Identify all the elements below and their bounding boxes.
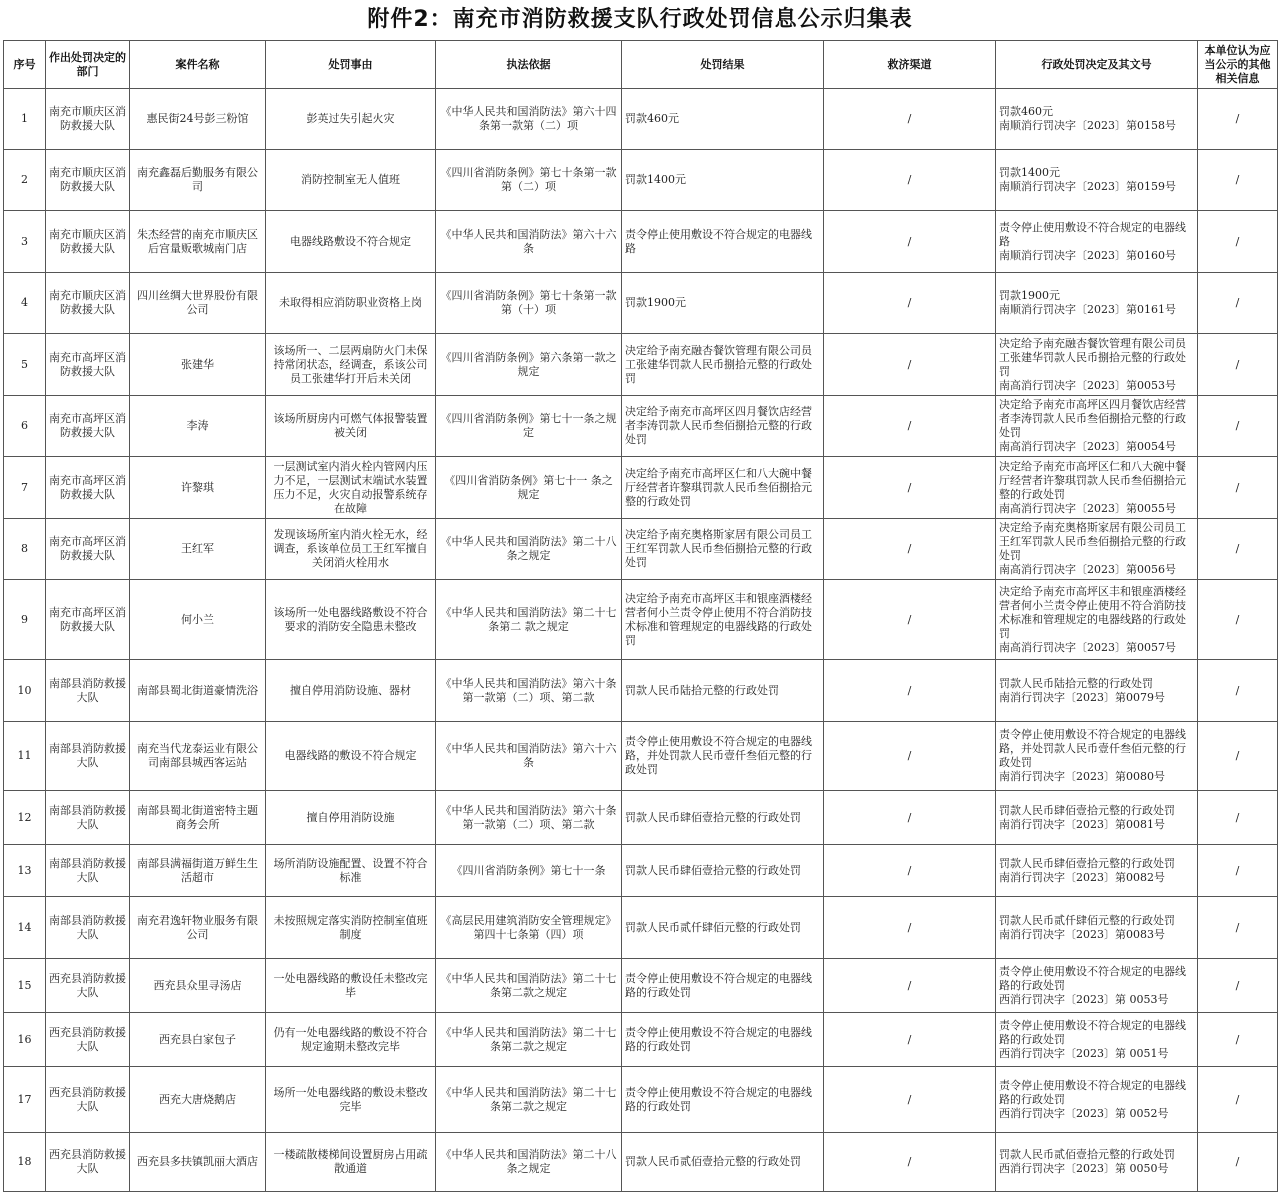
table-row: [4, 1067, 1278, 1133]
row-department: 南充市高坪区消防救援大队: [46, 519, 130, 580]
row-department: 南部县消防救援大队: [46, 791, 130, 845]
table-row: [4, 1133, 1278, 1192]
row-remedy-channel: /: [824, 722, 996, 791]
row-number: 16: [4, 1013, 46, 1067]
row-reason: 该场所一、二层两扇防火门未保 持常闭状态，经调查，系该公司员工张建华打开后未关闭: [266, 334, 436, 396]
row-penalty-result: 决定给予南充市高坪区四月餐饮店经营者李涛罚款人民币叁佰捌拾元整的行政处罚: [622, 396, 824, 457]
row-other-info: /: [1198, 334, 1278, 396]
row-number: 5: [4, 334, 46, 396]
table-row: [4, 273, 1278, 334]
row-legal-basis: 《四川省消防条例》第六条第一款之规定: [436, 334, 622, 396]
row-other-info: /: [1198, 519, 1278, 580]
header-dept: 作出处罚决定的部门: [46, 41, 130, 89]
table-row: [4, 845, 1278, 897]
penalty-table: [3, 40, 1278, 1192]
row-remedy-channel: /: [824, 959, 996, 1013]
row-decision-number: 罚款人民币陆拾元整的行政处罚 南消行罚决字〔2023〕第0079号: [996, 660, 1198, 722]
row-penalty-result: 责令停止使用敷设不符合规定的电器线路的行政处罚: [622, 1067, 824, 1133]
row-legal-basis: 《中华人民共和国消防法》第二十八条之规定: [436, 1133, 622, 1192]
row-department: 西充县消防救援大队: [46, 1067, 130, 1133]
row-decision-number: 责令停止使用敷设不符合规定的电器线路的行政处罚 西消行罚决字〔2023〕第 0052号: [996, 1067, 1198, 1133]
row-department: 南充市高坪区消防救援大队: [46, 396, 130, 457]
row-number: 11: [4, 722, 46, 791]
row-penalty-result: 决定给予南充市高坪区仁和八大碗中餐厅经营者许黎琪罚款人民币叁佰捌拾元整的行政处罚: [622, 457, 824, 519]
row-other-info: /: [1198, 273, 1278, 334]
row-number: 2: [4, 150, 46, 211]
row-legal-basis: 《中华人民共和国消防法》第二十七条第二款之规定: [436, 1013, 622, 1067]
row-department: 南部县消防救援大队: [46, 845, 130, 897]
header-result: 处罚结果: [622, 41, 824, 89]
row-department: 南部县消防救援大队: [46, 722, 130, 791]
row-department: 南充市顺庆区消防救援大队: [46, 89, 130, 150]
row-penalty-result: 责令停止使用敷设不符合规定的电器线路的行政处罚: [622, 959, 824, 1013]
header-reason: 处罚事由: [266, 41, 436, 89]
table-row: [4, 722, 1278, 791]
table-row: [4, 580, 1278, 660]
row-decision-number: 决定给予南充融杏餐饮管理有限公司员工张建华罚款人民币捌拾元整的行政处罚 南高消行罚决字〔2023〕第0053号: [996, 334, 1198, 396]
row-penalty-result: 罚款人民币肆佰壹拾元整的行政处罚: [622, 791, 824, 845]
row-case-name: 南充鑫磊后勤服务有限公司: [130, 150, 266, 211]
row-penalty-result: 决定给予南充市高坪区丰和银座酒楼经营者何小兰责令停止使用不符合消防技术标准和管理规定的电器线路的行政处罚: [622, 580, 824, 660]
row-remedy-channel: /: [824, 791, 996, 845]
row-remedy-channel: /: [824, 211, 996, 273]
row-other-info: /: [1198, 580, 1278, 660]
row-number: 8: [4, 519, 46, 580]
header-remedy: 救济渠道: [824, 41, 996, 89]
row-legal-basis: 《中华人民共和国消防法》第二十七条第二款之规定: [436, 1067, 622, 1133]
row-decision-number: 决定给予南充奥格斯家居有限公司员工王红军罚款人民币叁佰捌拾元整的行政处罚 南高消行罚决字〔2023〕第0056号: [996, 519, 1198, 580]
row-reason: 未按照规定落实消防控制室值班制度: [266, 897, 436, 959]
row-legal-basis: 《四川省消防条例》第七十一条之规定: [436, 396, 622, 457]
row-number: 3: [4, 211, 46, 273]
row-remedy-channel: /: [824, 845, 996, 897]
row-other-info: /: [1198, 150, 1278, 211]
row-case-name: 南部县蜀北街道密特主题商务会所: [130, 791, 266, 845]
row-remedy-channel: /: [824, 1013, 996, 1067]
row-department: 西充县消防救援大队: [46, 1013, 130, 1067]
row-case-name: 何小兰: [130, 580, 266, 660]
row-decision-number: 责令停止使用敷设不符合规定的电器线路，并处罚款人民币壹仟叁佰元整的行政处罚 南消行罚决字〔2023〕第0080号: [996, 722, 1198, 791]
row-number: 13: [4, 845, 46, 897]
row-penalty-result: 罚款人民币贰仟肆佰元整的行政处罚: [622, 897, 824, 959]
row-legal-basis: 《中华人民共和国消防法》第二十七条第二款之规定: [436, 959, 622, 1013]
row-penalty-result: 责令停止使用敷设不符合规定的电器线路的行政处罚: [622, 1013, 824, 1067]
row-reason: 电器线路敷设不符合规定: [266, 211, 436, 273]
row-department: 西充县消防救援大队: [46, 959, 130, 1013]
row-case-name: 西充县多扶镇凯丽大酒店: [130, 1133, 266, 1192]
row-penalty-result: 罚款1900元: [622, 273, 824, 334]
table-row: [4, 457, 1278, 519]
row-other-info: /: [1198, 845, 1278, 897]
row-number: 10: [4, 660, 46, 722]
row-remedy-channel: /: [824, 396, 996, 457]
row-decision-number: 罚款1400元 南顺消行罚决字〔2023〕第0159号: [996, 150, 1198, 211]
row-number: 12: [4, 791, 46, 845]
row-penalty-result: 决定给予南充融杏餐饮管理有限公司员工张建华罚款人民币捌拾元整的行政处罚: [622, 334, 824, 396]
row-reason: 场所一处电器线路的敷设未整改完毕: [266, 1067, 436, 1133]
row-remedy-channel: /: [824, 660, 996, 722]
row-reason: 彭英过失引起火灾: [266, 89, 436, 150]
row-other-info: /: [1198, 791, 1278, 845]
row-decision-number: 决定给予南充市高坪区丰和银座酒楼经营者何小兰责令停止使用不符合消防技术标准和管理规定的电器线路的行政处罚 南高消行罚决字〔2023〕第0057号: [996, 580, 1198, 660]
row-number: 4: [4, 273, 46, 334]
row-legal-basis: 《中华人民共和国消防法》第六十六条: [436, 722, 622, 791]
row-reason: 未取得相应消防职业资格上岗: [266, 273, 436, 334]
row-case-name: 王红军: [130, 519, 266, 580]
row-reason: 场所消防设施配置、设置不符合标准: [266, 845, 436, 897]
row-case-name: 朱杰经营的南充市顺庆区后宫量贩歌城南门店: [130, 211, 266, 273]
row-decision-number: 责令停止使用敷设不符合规定的电器线路的行政处罚 西消行罚决字〔2023〕第 0051号: [996, 1013, 1198, 1067]
row-other-info: /: [1198, 959, 1278, 1013]
table-row: [4, 791, 1278, 845]
row-reason: 电器线路的敷设不符合规定: [266, 722, 436, 791]
row-penalty-result: 罚款1400元: [622, 150, 824, 211]
row-other-info: /: [1198, 660, 1278, 722]
row-reason: 发现该场所室内消火栓无水，经调查，系该单位员工王红军擅自关闭消火栓用水: [266, 519, 436, 580]
row-reason: 擅自停用消防设施、器材: [266, 660, 436, 722]
row-department: 南充市顺庆区消防救援大队: [46, 211, 130, 273]
row-case-name: 西充县众里寻汤店: [130, 959, 266, 1013]
row-case-name: 许黎琪: [130, 457, 266, 519]
row-other-info: /: [1198, 1133, 1278, 1192]
row-other-info: /: [1198, 396, 1278, 457]
row-department: 南部县消防救援大队: [46, 897, 130, 959]
row-other-info: /: [1198, 211, 1278, 273]
row-decision-number: 罚款人民币肆佰壹拾元整的行政处罚 南消行罚决字〔2023〕第0082号: [996, 845, 1198, 897]
row-penalty-result: 罚款人民币陆拾元整的行政处罚: [622, 660, 824, 722]
row-decision-number: 罚款人民币肆佰壹拾元整的行政处罚 南消行罚决字〔2023〕第0081号: [996, 791, 1198, 845]
row-decision-number: 罚款人民币贰佰壹拾元整的行政处罚 西消行罚决字〔2023〕第 0050号: [996, 1133, 1198, 1192]
row-remedy-channel: /: [824, 150, 996, 211]
row-number: 15: [4, 959, 46, 1013]
table-row: [4, 660, 1278, 722]
row-penalty-result: 责令停止使用敷设不符合规定的电器线路: [622, 211, 824, 273]
row-number: 6: [4, 396, 46, 457]
row-case-name: 南部县蜀北街道豪情洗浴: [130, 660, 266, 722]
table-row: [4, 211, 1278, 273]
row-penalty-result: 罚款460元: [622, 89, 824, 150]
row-reason: 一处电器线路的敷设任未整改完毕: [266, 959, 436, 1013]
row-department: 南充市高坪区消防救援大队: [46, 334, 130, 396]
page-title: 附件2：南充市消防救援支队行政处罚信息公示归集表: [367, 7, 913, 32]
row-remedy-channel: /: [824, 89, 996, 150]
row-case-name: 惠民街24号彭三粉馆: [130, 89, 266, 150]
row-other-info: /: [1198, 722, 1278, 791]
row-department: 南部县消防救援大队: [46, 660, 130, 722]
row-number: 14: [4, 897, 46, 959]
row-other-info: /: [1198, 89, 1278, 150]
row-department: 南充市高坪区消防救援大队: [46, 580, 130, 660]
table-row: [4, 334, 1278, 396]
row-legal-basis: 《中华人民共和国消防法》第六十条第一款第（二）项、第二款: [436, 660, 622, 722]
row-other-info: /: [1198, 1013, 1278, 1067]
row-number: 17: [4, 1067, 46, 1133]
row-case-name: 南充君逸轩物业服务有限公司: [130, 897, 266, 959]
row-department: 西充县消防救援大队: [46, 1133, 130, 1192]
row-penalty-result: 罚款人民币肆佰壹拾元整的行政处罚: [622, 845, 824, 897]
table-row: [4, 150, 1278, 211]
table-row: [4, 396, 1278, 457]
row-remedy-channel: /: [824, 580, 996, 660]
row-reason: 该场所一处电器线路敷设不符合要求的消防安全隐患未整改: [266, 580, 436, 660]
header-case: 案件名称: [130, 41, 266, 89]
row-penalty-result: 责令停止使用敷设不符合规定的电器线路，并处罚款人民币壹仟叁佰元整的行政处罚: [622, 722, 824, 791]
row-number: 18: [4, 1133, 46, 1192]
table-row: [4, 959, 1278, 1013]
row-reason: 仍有一处电器线路的敷设不符合规定逾期未整改完毕: [266, 1013, 436, 1067]
row-other-info: /: [1198, 1067, 1278, 1133]
row-legal-basis: 《四川省消防条例》第七十一 条之规定: [436, 457, 622, 519]
row-case-name: 李涛: [130, 396, 266, 457]
row-decision-number: 决定给予南充市高坪区仁和八大碗中餐厅经营者许黎琪罚款人民币叁佰捌拾元整的行政处罚 南高消行罚决字〔2023〕第0055号: [996, 457, 1198, 519]
row-penalty-result: 罚款人民币贰佰壹拾元整的行政处罚: [622, 1133, 824, 1192]
row-remedy-channel: /: [824, 273, 996, 334]
table-row: [4, 897, 1278, 959]
table-row: [4, 89, 1278, 150]
row-legal-basis: 《中华人民共和国消防法》第六十六条: [436, 211, 622, 273]
row-case-name: 南充当代龙泰运业有限公司南部县城西客运站: [130, 722, 266, 791]
row-penalty-result: 决定给予南充奥格斯家居有限公司员工王红军罚款人民币叁佰捌拾元整的行政处罚: [622, 519, 824, 580]
row-decision-number: 罚款人民币贰仟肆佰元整的行政处罚 南消行罚决字〔2023〕第0083号: [996, 897, 1198, 959]
table-row: [4, 1013, 1278, 1067]
row-legal-basis: 《中华人民共和国消防法》第六十四条第一款第（二）项: [436, 89, 622, 150]
row-reason: 消防控制室无人值班: [266, 150, 436, 211]
row-remedy-channel: /: [824, 519, 996, 580]
row-decision-number: 决定给予南充市高坪区四月餐饮店经营者李涛罚款人民币叁佰捌拾元整的行政处罚 南高消行罚决字〔2023〕第0054号: [996, 396, 1198, 457]
row-case-name: 西充大唐烧鹅店: [130, 1067, 266, 1133]
row-decision-number: 罚款460元 南顺消行罚决字〔2023〕第0158号: [996, 89, 1198, 150]
row-other-info: /: [1198, 457, 1278, 519]
row-department: 南充市高坪区消防救援大队: [46, 457, 130, 519]
row-remedy-channel: /: [824, 334, 996, 396]
row-legal-basis: 《四川省消防条例》第七十条第一款第（十）项: [436, 273, 622, 334]
row-case-name: 张建华: [130, 334, 266, 396]
table-row: [4, 519, 1278, 580]
row-number: 1: [4, 89, 46, 150]
row-reason: 一楼疏散楼梯间设置厨房占用疏散通道: [266, 1133, 436, 1192]
row-legal-basis: 《四川省消防条例》第七十一条: [436, 845, 622, 897]
header-basis: 执法依据: [436, 41, 622, 89]
row-department: 南充市顺庆区消防救援大队: [46, 150, 130, 211]
row-number: 7: [4, 457, 46, 519]
row-reason: 一层测试室内消火栓内管网内压力不足，一层测试末端试水装置压力不足，火灾自动报警系统存在故障: [266, 457, 436, 519]
row-number: 9: [4, 580, 46, 660]
header-decision: 行政处罚决定及其文号: [996, 41, 1198, 89]
row-reason: 擅自停用消防设施: [266, 791, 436, 845]
header-other: 本单位认为应当公示的其他相关信息: [1198, 41, 1278, 89]
row-legal-basis: 《中华人民共和国消防法》第六十条第一款第（二）项、第二款: [436, 791, 622, 845]
header-no: 序号: [4, 41, 46, 89]
row-reason: 该场所厨房内可燃气体报警装置被关闭: [266, 396, 436, 457]
table-header-row: [4, 41, 1278, 89]
row-legal-basis: 《中华人民共和国消防法》第二十八条之规定: [436, 519, 622, 580]
row-decision-number: 罚款1900元 南顺消行罚决字〔2023〕第0161号: [996, 273, 1198, 334]
row-remedy-channel: /: [824, 457, 996, 519]
row-decision-number: 责令停止使用敷设不符合规定的电器线路 南顺消行罚决字〔2023〕第0160号: [996, 211, 1198, 273]
row-decision-number: 责令停止使用敷设不符合规定的电器线路的行政处罚 西消行罚决字〔2023〕第 0053号: [996, 959, 1198, 1013]
row-other-info: /: [1198, 897, 1278, 959]
row-case-name: 西充县白家包子: [130, 1013, 266, 1067]
row-case-name: 南部县满福街道万鲜生生活超市: [130, 845, 266, 897]
row-department: 南充市顺庆区消防救援大队: [46, 273, 130, 334]
row-remedy-channel: /: [824, 897, 996, 959]
row-legal-basis: 《四川省消防条例》第七十条第一款第（二）项: [436, 150, 622, 211]
row-remedy-channel: /: [824, 1133, 996, 1192]
row-case-name: 四川丝绸大世界股份有限公司: [130, 273, 266, 334]
row-remedy-channel: /: [824, 1067, 996, 1133]
row-legal-basis: 《高层民用建筑消防安全管理规定》第四十七条第（四）项: [436, 897, 622, 959]
row-legal-basis: 《中华人民共和国消防法》第二十七条第二 款之规定: [436, 580, 622, 660]
